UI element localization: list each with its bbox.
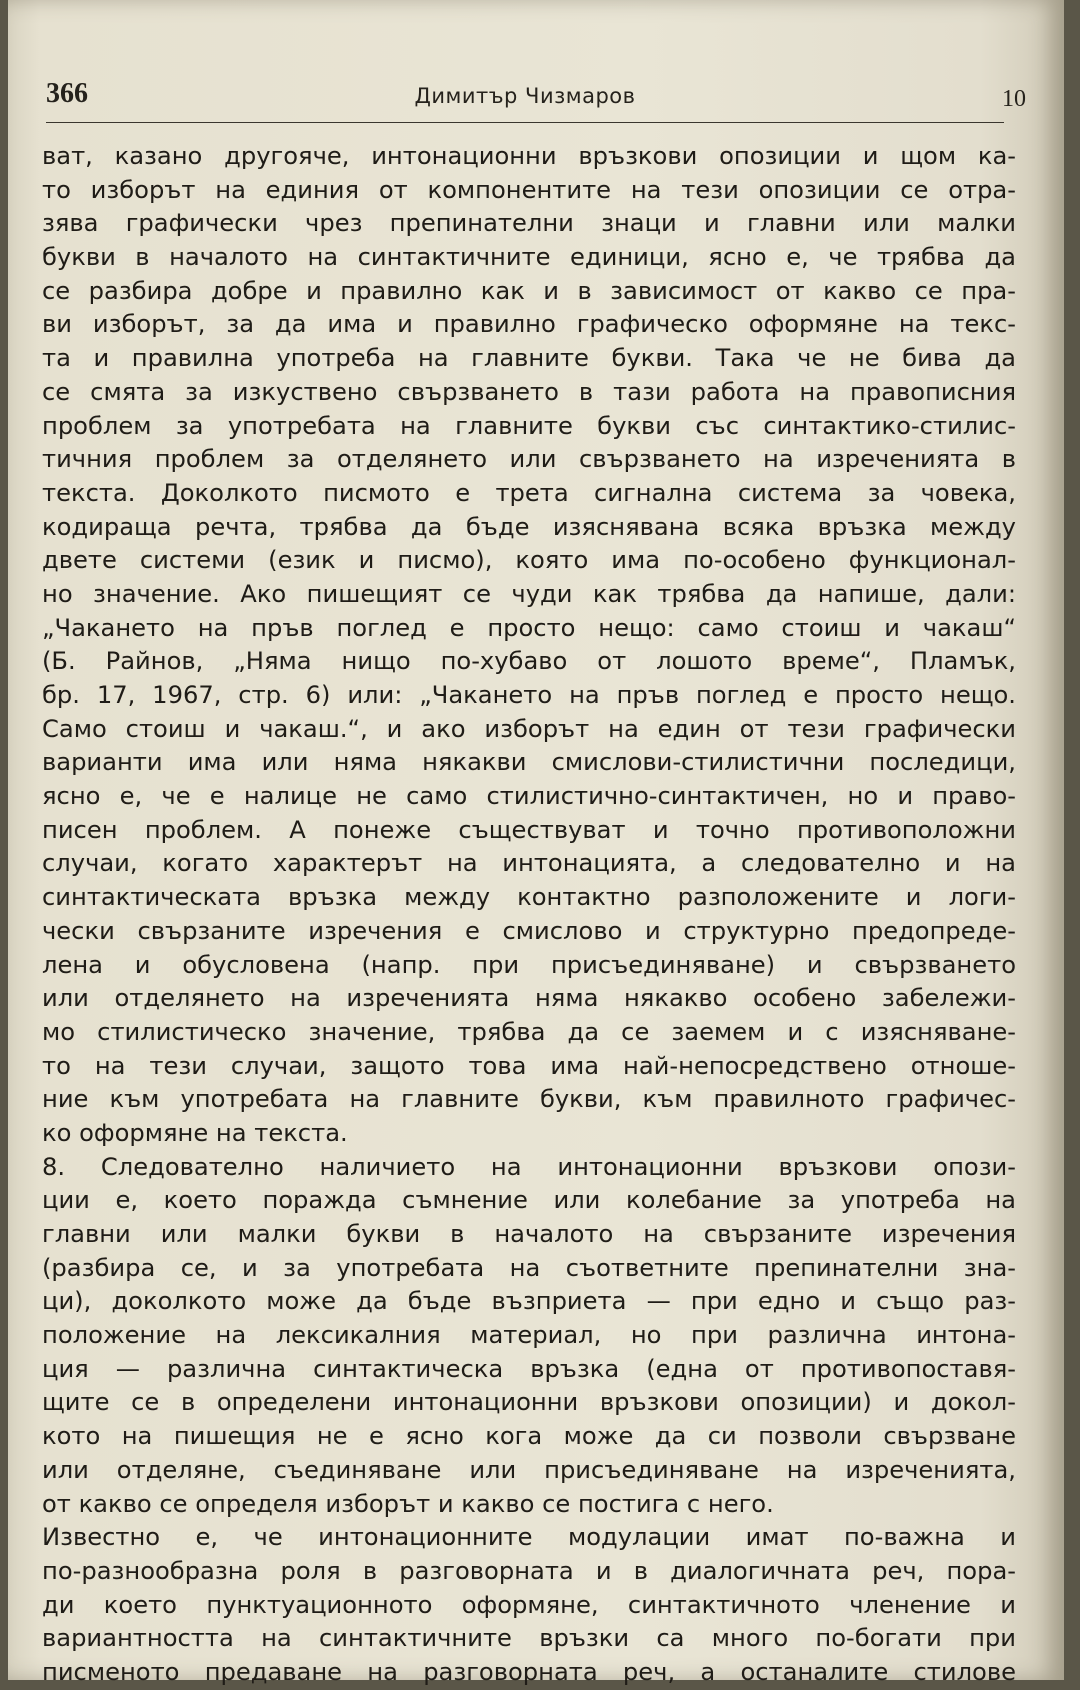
text-line: ко оформяне на текста. [42,1118,348,1147]
text-line: положение на лексикалния материал, но при различна интона- [42,1321,1016,1350]
text-line: ци), доколкото може да бъде възприета — при едно и също раз- [42,1287,1016,1316]
text-line: та и правилна употреба на главните букви. Така че не бива да [42,344,1016,373]
text-line: от какво се определя изборът и какво се постига с него. [42,1489,774,1518]
running-title: Димитър Чизмаров [414,84,636,108]
text-line: бр. 17, 1967, стр. 6) или: „Чакането на пръв поглед е просто нещо. [42,681,1016,709]
text-line: варианти има или няма някакви смислови-стилистични последици, [42,748,1016,777]
text-line: двете системи (език и писмо), която има по-особено функционал- [42,546,1016,575]
text-line: Известно е, че интонационните модулации имат по-важна и [42,1523,1016,1552]
text-line: щите се в определени интонационни връзкови опозиции) и докол- [42,1388,1016,1417]
text-line: се смята за изкуствено свързването в тази работа на правописния [42,377,1016,406]
sheet-number: 10 [1002,86,1026,112]
text-line: проблем за употребата на главните букви със синтактико-стилис- [42,411,1016,440]
text-line: тичния проблем за отделянето или свързването на изреченията в [42,445,1016,474]
text-line: мо стилистическо значение, трябва да се заемем и с изясняване- [42,1017,1016,1046]
text-line: чески свързаните изречения е смислово и структурно предопреде- [42,916,1016,945]
body-text [42,140,1016,1690]
text-line: кото на пишещия не е ясно кога може да си позволи свързване [42,1422,1016,1451]
page-number: 366 [46,78,88,109]
text-line: писен проблем. А понеже съществуват и точно противоположни [42,815,1016,844]
text-line: то на тези случаи, защото това има най-непосредствено отноше- [42,1051,1016,1080]
text-line: букви в началото на синтактичните единици, ясно е, че трябва да [42,243,1016,272]
text-line: лена и обусловена (напр. при присъединяване) и свързването [42,950,1016,979]
text-line: синтактическата връзка между контактно разположените и логи- [42,883,1016,912]
text-line: ват, казано другояче, интонационни връзкови опозиции и щом ка- [42,142,1016,170]
text-line: или отделянето на изреченията няма някакво особено забележи- [42,984,1016,1013]
text-line: ние към употребата на главните букви, към правилното графичес- [42,1085,1016,1114]
text-line: „Чакането на пръв поглед е просто нещо: само стоиш и чакаш“ [42,613,1016,642]
page-header [46,78,1026,123]
text-line: кодираща речта, трябва да бъде изяснявана всяка връзка между [42,512,1016,541]
text-line: писменото предаване на разговорната реч, а останалите стилове [42,1657,1016,1686]
text-line: главни или малки букви в началото на свързаните изречения [42,1220,1016,1248]
text-line: ции е, което поражда съмнение или колебание за употреба на [42,1186,1016,1215]
text-line: текста. Доколкото писмото е трета сигнална система за човека, [42,478,1016,507]
text-line: (разбира се, и за употребата на съответните препинателни зна- [42,1253,1016,1282]
text-line: по-разнообразна роля в разговорната и в диалогичната реч, пора- [42,1556,1016,1585]
text-line: (Б. Райнов, „Няма нищо по-хубаво от лошото време“, Пламък, [42,647,1016,676]
book-page [8,0,1064,1686]
text-line: вариантността на синтактичните връзки са много по-богати при [42,1624,1016,1653]
text-line: 8. Следователно наличието на интонационни връзкови опози- [42,1152,1016,1181]
text-line: случаи, когато характерът на интонацията, а следователно и на [42,849,1016,878]
text-line: ция — различна синтактическа връзка (една от противопоставя- [42,1354,1016,1383]
text-line: ди което пунктуационното оформяне, синтактичното членение и [42,1590,1016,1619]
text-line: то изборът на единия от компонентите на тези опозиции се отра- [42,175,1016,204]
text-line: зява графически чрез препинателни знаци и главни или малки [42,209,1016,238]
text-line: или отделяне, съединяване или присъединяване на изреченията, [42,1455,1016,1484]
text-line: Само стоиш и чакаш.“, и ако изборът на един от тези графически [42,714,1016,743]
text-line: ясно е, че е налице не само стилистично-синтактичен, но и право- [42,782,1016,811]
text-line: ви изборът, за да има и правилно графическо оформяне на текс- [42,310,1016,339]
text-line: но значение. Ако пишещият се чуди как трябва да напише, дали: [42,579,1016,608]
text-line: се разбира добре и правилно как и в зависимост от какво се пра- [42,276,1016,305]
